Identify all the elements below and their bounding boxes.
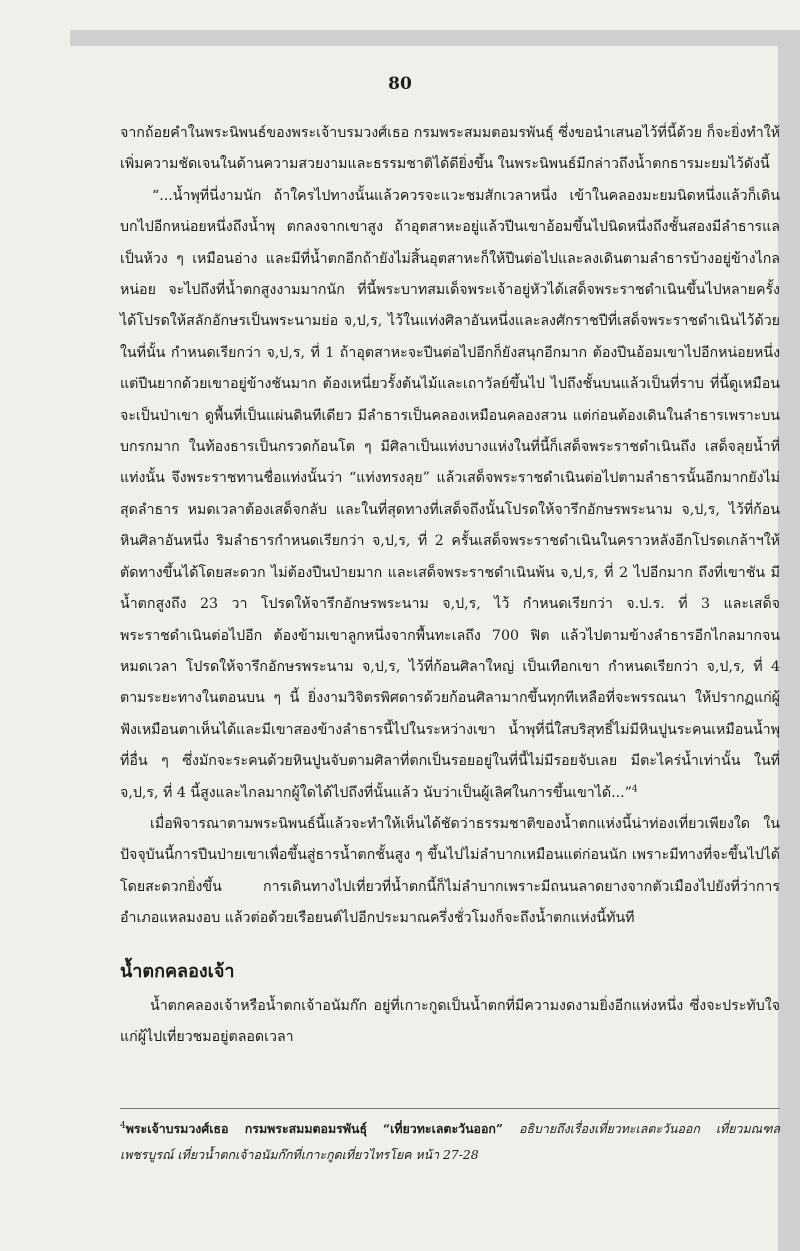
section-heading: น้ำตกคลองเจ้า: [120, 960, 235, 982]
page-border-right: [778, 30, 800, 1251]
quote-text: “...น้ำพุที่นี่งามนัก ถ้าใครไปทางนั้นแล้วควรจะแวะชมสักเวลาหนึ่ง เข้าในคลองมะยมนิดหนึ่งแล้วก็เดินบกไปอีกหน่อยหนึ่งถึงน้ำพุ ตกลงจากเขาสูง ถ้าอุตสาหะอยู่แล้วปีนเขาอ้อมขึ้นไปนิดหนึ่งถึงชั้นสองมีลำธารแลเป็นห้วง ๆ เหมือนอ่าง และมีที่น้ำตกอีกถ้ายังไม่สิ้นอุตสาหะก็ให้ปีนต่อไปและลงเดินตามลำธารบ้างอยู่ข้างไกลหน่อย จะไปถึงที่น้ำตกสูงงามมากนัก ที่นี้พระบาทสมเด็จพระเจ้าอยู่หัวได้เสด็จพระราชดำเนินขึ้นไปหลายครั้ง ได้โปรดให้สลักอักษรเป็นพระนามย่อ จ,ป,ร, ไว้ในแท่งศิลาอันหนึ่งและลงศักราชปีที่เสด็จพระราชดำเนินไว้ด้วยในที่นั้น กำหนดเรียกว่า จ,ป,ร, ที่ 1 ถ้าอุตสาหะจะปีนต่อไปอีกก็ยังสนุกอีกมาก ต้องปีนอ้อมเขาไปอีกหน่อยหนึ่ง แต่ปีนยากด้วยเขาอยู่ข้างชันมาก ต้องเหนี่ยวรั้งต้นไม้และเถาวัลย์ขึ้นไป ไปถึงชั้นบนแล้วเป็นที่ราบ ที่นี้ดูเหมือนจะเป็นป่าเขา ดูพื้นที่เป็นแผ่นดินทีเดียว มีลำธารเป็นคลองเหมือนคลองสวน แต่ก่อนต้องเดินในลำธารเพราะบนบกรกมาก ในท้องธารเป็นกรวดก้อนโต ๆ มีศิลาเป็นแท่งบางแห่งในที่นี้ก็เสด็จพระราชดำเนินถึง เสด็จลุยน้ำที่แท่งนั้น จึงพระราชทานชื่อแท่งนั้นว่า “แท่งทรงลุย” แล้วเสด็จพระราชดำเนินต่อไปตามลำธารนั้นอีกมากยังไม่สุดลำธาร หมดเวลาต้องเสด็จกลับ และในที่สุดทางที่เสด็จถึงนั้นโปรดให้จารึกอักษรพระนาม จ,ป,ร, ไว้ที่ก้อนหินศิลาอันหนึ่ง ริมลำธารกำหนดเรียกว่า จ,ป,ร, ที่ 2 ครั้นเสด็จพระราชดำเนินในคราวหลังอีกโปรดเกล้าฯให้ตัดทางขึ้นได้โดยสะดวก ไม่ต้องปีนป่ายมาก และเสด็จพระราชดำเนินพ้น จ,ป,ร, ที่ 2 ไปอีกมาก ถึงที่เขาชัน มีน้ำตกสูงถึง 23 วา โปรดให้จารึกอักษรพระนาม จ,ป,ร, ไว้ กำหนดเรียกว่า จ.ป.ร. ที่ 3 และเสด็จพระราชดำเนินต่อไปอีก ต้องข้ามเขาลูกหนึ่งจากพื้นทะเลถึง 700 ฟิต แล้วไปตามข้างลำธารอีกไกลมากจนหมดเวลา โปรดให้จารึกอักษรพระนาม จ,ป,ร, ไว้ที่ก้อนศิลาใหญ่ เป็นเทือกเขา กำหนดเรียกว่า จ,ป,ร, ที่ 4 ตามระยะทางในตอนบน ๆ นี้ ยิ่งงามวิจิตรพิศดารด้วยก้อนศิลามากขึ้นทุกทีเหลือที่จะพรรณนา ให้ปรากฏแก่ผู้ฟังเหมือนตาเห็นได้และมีเขาสองข้างลำธารนี้ไปในระหว่างเขา น้ำพุที่นี่ใสบริสุทธิ์ไม่มีหินปูนระคนเหมือนน้ำพุที่อื่น ๆ ซึ่งมักจะระคนด้วยหินปูนจับตามศิลาที่ตกเป็นรอยอยู่ในที่นี้ไม่มีรอยจับเลย มีตะไคร่น้ำเท่านั้น ในที่ จ,ป,ร, ที่ 4 นี้สูงและไกลมากผู้ใดได้ไปถึงที่นั้นแล้ว นับว่าเป็นผู้เลิศในการขึ้นเขาได้...”: [120, 187, 780, 801]
footnote-title: “เที่ยวทะเลตะวันออก”: [383, 1121, 504, 1136]
quote-paragraph: [120, 181, 780, 809]
section-paragraph: น้ำตกคลองเจ้าหรือน้ำตกเจ้าอนัมก๊ก อยู่ที่เกาะกูดเป็นน้ำตกที่มีความงดงามยิ่งอีกแห่งหนึ่ง ซึ่งจะประทับใจแก่ผู้ไปเที่ยวชมอยู่ตลอดเวลา: [120, 997, 780, 1045]
page-border-top: [70, 30, 800, 46]
page-number: 80: [388, 74, 412, 94]
footnote-detail: อธิบายถึงเรื่องเที่ยวทะเลตะวันออก เที่ยวมณฑลเพชรบูรณ์ เที่ยวน้ำตกเจ้าอนัมก๊กที่เกาะกูดเที่ยวไทรโยค หน้า 27-28: [120, 1121, 780, 1162]
footnote-author: พระเจ้าบรมวงศ์เธอ กรมพระสมมตอมรพันธุ์: [125, 1121, 368, 1136]
footnote-divider: [120, 1108, 780, 1109]
body-text: [120, 118, 780, 1053]
footnote-reference: 4: [631, 783, 638, 794]
footnote-mark: 4: [120, 1120, 126, 1131]
analysis-paragraph: เมื่อพิจารณาตามพระนิพนธ์นี้แล้วจะทำให้เห็นได้ชัดว่าธรรมชาติของน้ำตกแห่งนี้น่าท่องเที่ยวเพียงใด ในปัจจุบันนี้การปีนป่ายเขาเพื่อขึ้นสู่ธารน้ำตกชั้นสูง ๆ ขึ้นไปไม่ลำบากเหมือนแต่ก่อนนัก เพราะมีทางที่จะขึ้นไปได้โดยสะดวกยิ่งขึ้น การเดินทางไปเที่ยวที่น้ำตกนี้ก็ไม่ลำบากเพราะมีถนนลาดยางจากตัวเมืองไปยังที่ว่าการอำเภอแหลมงอบ แล้วต่อด้วยเรือยนต์ไปอีกประมาณครึ่งชั่วโมงก็จะถึงน้ำตกแห่งนี้ทันที: [120, 815, 780, 927]
footnote: [120, 1116, 780, 1168]
intro-paragraph: จากถ้อยคำในพระนิพนธ์ของพระเจ้าบรมวงศ์เธอ กรมพระสมมตอมรพันธุ์ ซึ่งขอนำเสนอไว้ที่นี้ด้วย ก็จะยิ่งทำให้เพิ่มความชัดเจนในด้านความสวยงามและธรรมชาติได้ดียิ่งขึ้น ในพระนิพนธ์มีกล่าวถึงน้ำตกธารมะยมไว้ดังนี้: [120, 125, 780, 173]
